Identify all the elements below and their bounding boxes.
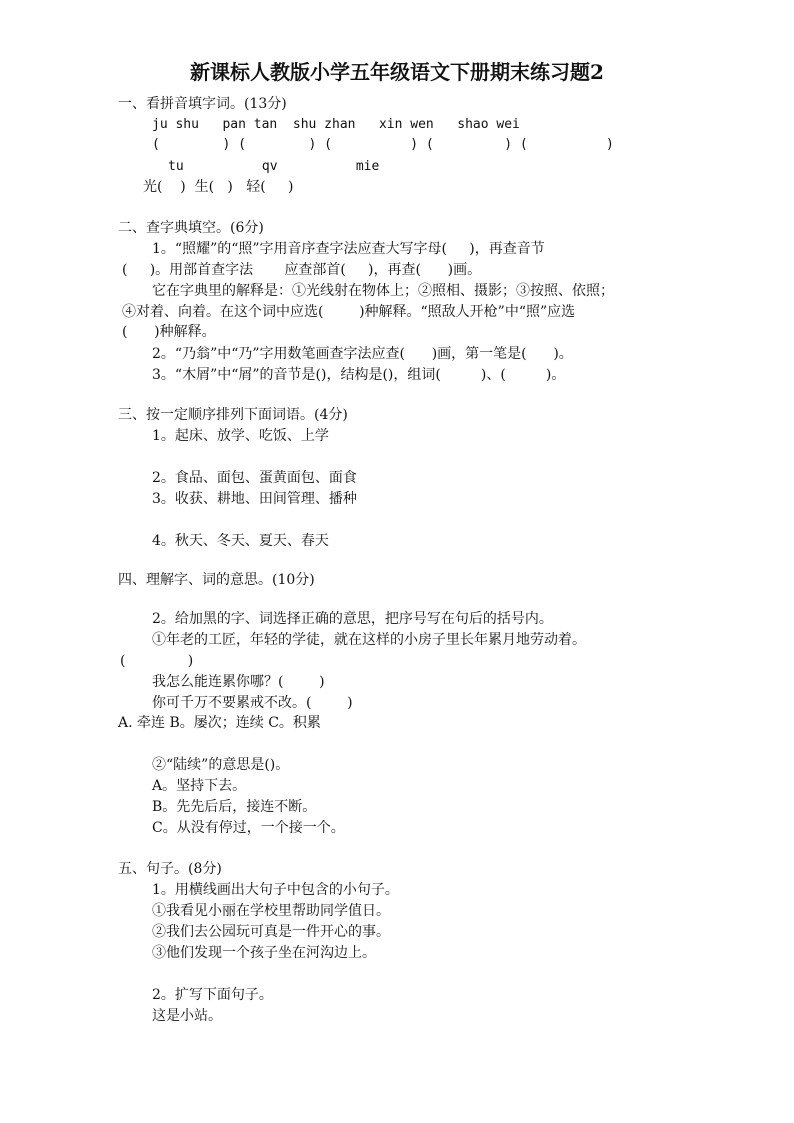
section-5-heading: 五、句子。(8分): [118, 861, 222, 877]
section-2-line: ( )种解释。: [122, 324, 216, 340]
section-4-line: 2。给加黑的字、词选择正确的意思，把序号写在句后的括号内。: [152, 611, 553, 627]
section-2-line: 它在字典里的解释是：①光线射在物体上；②照相、摄影；③按照、依照；: [152, 283, 614, 299]
answer-blank: ( ): [120, 653, 194, 669]
answer-blanks-row-1: ( ) ( ) ( ) ( ) ( ): [152, 137, 614, 152]
ordering-item: 3。收获、耕地、田间管理、播种: [152, 491, 357, 507]
option-item: A。坚持下去。: [152, 778, 247, 794]
section-4-line: ②“陆续”的意思是()。: [152, 757, 290, 773]
section-5-line: ③他们发现一个孩子坐在河沟边上。: [152, 945, 376, 961]
section-3-heading: 三、按一定顺序排列下面词语。(4分): [118, 407, 348, 423]
ordering-item: 2。食品、面包、蛋黄面包、面食: [152, 470, 357, 486]
section-4-line: ①年老的工匠，年轻的学徒，就在这样的小房子里长年累月地劳动着。: [152, 632, 586, 648]
section-2-line: ④对着、向着。在这个词中应选( )种解释。“照敌人开枪”中“照”应选: [122, 304, 576, 320]
option-list: A. 牵连 B。屡次；连续 C。积累: [118, 715, 321, 731]
section-5-line: 1。用横线画出大句子中包含的小句子。: [152, 882, 399, 898]
section-5-line: 2。扩写下面句子。: [152, 987, 273, 1003]
page-title: 新课标人教版小学五年级语文下册期末练习题2: [190, 60, 604, 84]
section-2-line: ( )。用部首查字法 应查部首( )，再查( )画。: [122, 262, 482, 278]
section-5-line: ②我们去公园玩可真是一件开心的事。: [152, 924, 390, 940]
section-2-line: 2。“乃翁”中“乃”字用数笔画查字法应查( )画，第一笔是( )。: [152, 346, 573, 362]
option-item: C。从没有停过，一个接一个。: [152, 820, 345, 836]
section-4-line: 我怎么能连累你哪？( ): [152, 674, 325, 690]
pinyin-row-2: tu qv mie: [168, 159, 380, 174]
answer-blanks-row-2: 光( ) 生( ) 轻( ): [143, 179, 294, 195]
section-4-line: 你可千万不要累戒不改。( ): [152, 695, 353, 711]
ordering-item: 1。起床、放学、吃饭、上学: [152, 428, 329, 444]
section-2-heading: 二、查字典填空。(6分): [118, 220, 264, 236]
ordering-item: 4。秋天、冬天、夏天、春天: [152, 533, 329, 549]
option-item: B。先先后后，接连不断。: [152, 799, 317, 815]
section-2-line: 1。“照耀”的“照”字用音序查字法应查大写字母( )，再查音节: [152, 241, 545, 257]
section-5-line: 这是小站。: [152, 1008, 222, 1024]
section-1-heading: 一、看拼音填字词。(13分): [118, 96, 287, 112]
section-2-line: 3。“木屑”中“屑”的音节是()，结构是()，组词( )、( )。: [152, 367, 566, 383]
section-5-line: ①我看见小丽在学校里帮助同学值日。: [152, 903, 390, 919]
section-4-heading: 四、理解字、词的意思。(10分): [118, 572, 315, 588]
pinyin-row-1: ju shu pan tan shu zhan xin wen shao wei: [152, 117, 520, 132]
